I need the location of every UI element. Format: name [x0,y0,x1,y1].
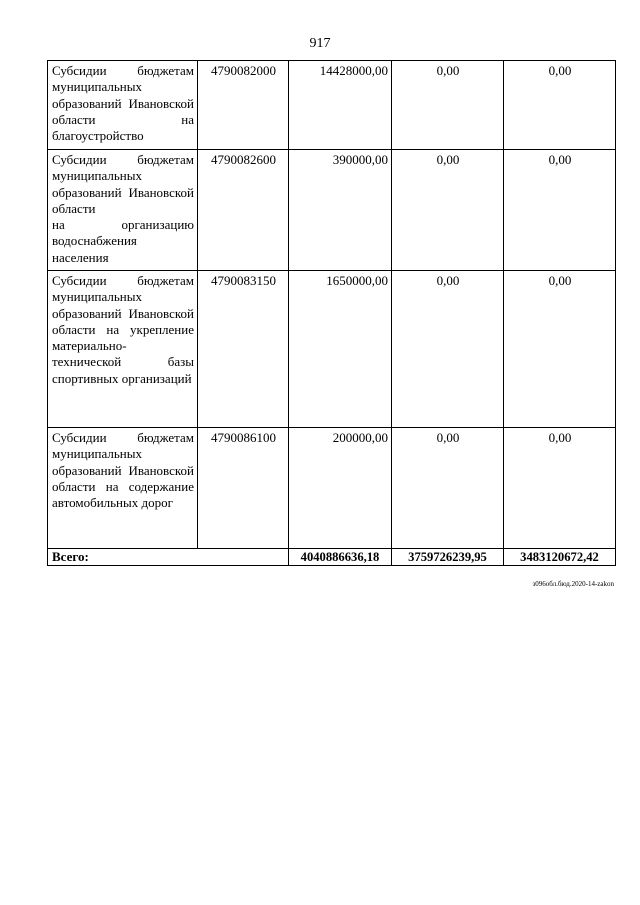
table-row [48,61,616,150]
row-amount-2021: 0,00 [392,428,504,549]
total-row [48,549,616,566]
row-amount-2022: 0,00 [504,61,616,150]
row-amount-2022: 0,00 [504,428,616,549]
row-amount-2022: 0,00 [504,150,616,271]
table-row [48,150,616,271]
row-amount-2020: 1650000,00 [289,271,392,428]
total-amount-2022: 3483120672,42 [504,549,616,566]
table-row [48,271,616,428]
row-code: 4790082000 [198,61,289,150]
row-amount-2022: 0,00 [504,271,616,428]
row-code: 4790086100 [198,428,289,549]
row-description: Субсидии бюджетам муниципальных образований Ивановской области на благоустройство [48,61,198,150]
row-amount-2021: 0,00 [392,271,504,428]
footer-note: з096обл.бюд.2020-14-zakon [532,580,614,588]
total-amount-2020: 4040886636,18 [289,549,392,566]
total-amount-2021: 3759726239,95 [392,549,504,566]
row-description: Субсидии бюджетам муниципальных образований Ивановской области на организацию водоснабжения населения [48,150,198,271]
row-amount-2020: 14428000,00 [289,61,392,150]
row-code: 4790082600 [198,150,289,271]
row-amount-2020: 200000,00 [289,428,392,549]
table-row [48,428,616,549]
row-amount-2021: 0,00 [392,61,504,150]
page-number: 917 [309,36,331,51]
budget-table [47,60,616,566]
total-label: Всего: [48,549,289,566]
row-code: 4790083150 [198,271,289,428]
row-amount-2021: 0,00 [392,150,504,271]
row-description: Субсидии бюджетам муниципальных образований Ивановской области на содержание автомобильных дорог [48,428,198,549]
row-description: Субсидии бюджетам муниципальных образований Ивановской области на укрепление материально-технической базы спортивных организаций [48,271,198,428]
row-amount-2020: 390000,00 [289,150,392,271]
